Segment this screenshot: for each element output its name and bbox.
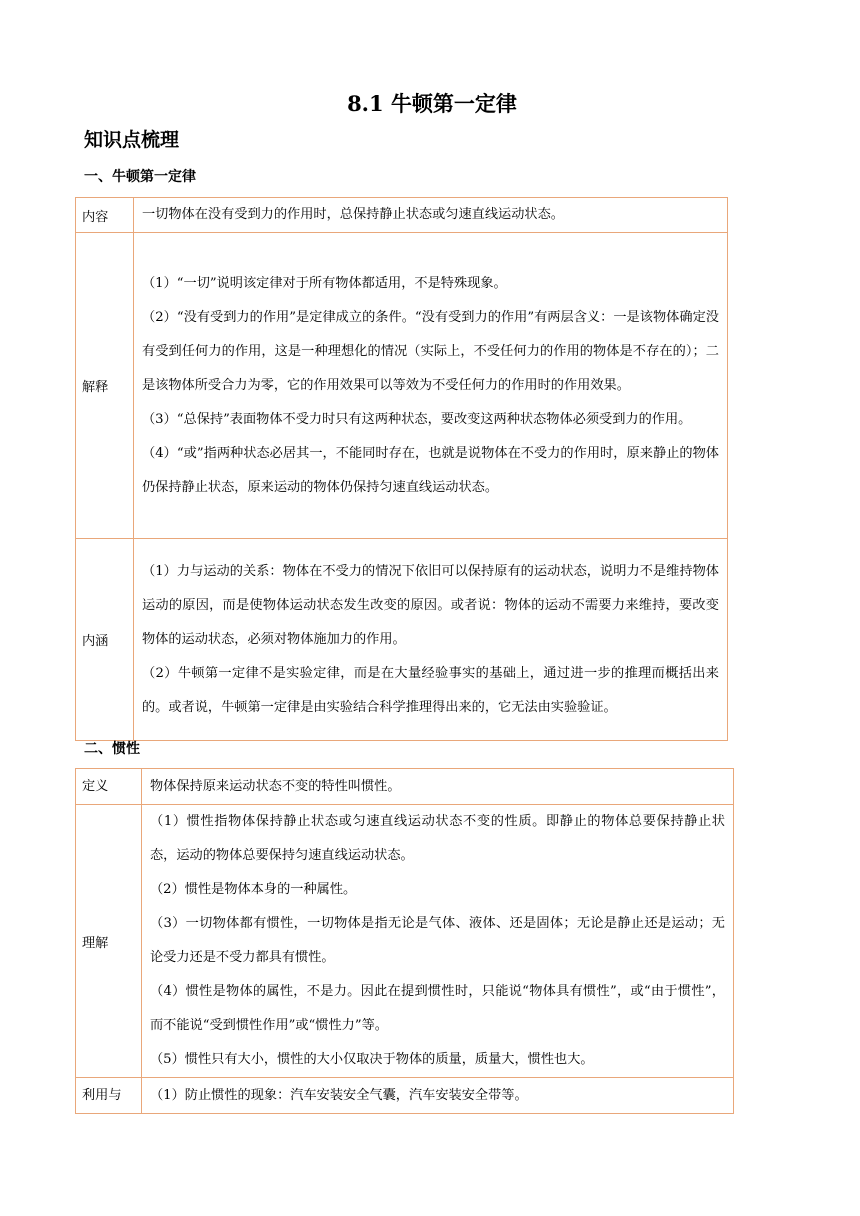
paragraph: （4）惯性是物体的属性，不是力。因此在提到惯性时，只能说“物体具有惯性”，或“由于惯性”，而不能说“受到惯性作用”或“惯性力”等。 [150, 984, 725, 1033]
section-heading: 知识点梳理 [84, 129, 180, 151]
paragraph: （2）牛顿第一定律不是实验定律，而是在大量经验事实的基础上，通过进一步的推理而概括出来的。或者说，牛顿第一定律是由实验结合科学推理得出来的，它无法由实验验证。 [142, 665, 719, 715]
inertia-table [75, 768, 734, 1114]
paragraph: （1）力与运动的关系：物体在不受力的情况下依旧可以保持原有的运动状态，说明力不是维持物体运动的原因，而是使物体运动状态发生改变的原因。或者说：物体的运动不需要力来维持，要改变物体的运动状态，必须对物体施加力的作用。 [142, 563, 719, 647]
table-row [76, 539, 728, 741]
table-row [76, 198, 728, 233]
paragraph: （5）惯性只有大小，惯性的大小仅取决于物体的质量，质量大，惯性也大。 [150, 1052, 594, 1067]
row-content [134, 233, 728, 539]
row-content [142, 769, 734, 805]
row-label: 定义 [76, 769, 142, 805]
paragraph: （2）惯性是物体本身的一种属性。 [150, 882, 357, 897]
table-row [76, 769, 734, 805]
row-label: 内涵 [76, 539, 134, 741]
paragraph: （1）惯性指物体保持静止状态或匀速直线运动状态不变的性质。即静止的物体总要保持静止状态，运动的物体总要保持匀速直线运动状态。 [150, 814, 725, 863]
newton-law-table [75, 197, 728, 741]
paragraph: 一切物体在没有受到力的作用时，总保持静止状态或匀速直线运动状态。 [142, 207, 564, 222]
paragraph: （1）“一切”说明该定律对于所有物体都适用，不是特殊现象。 [142, 275, 507, 291]
table-row [76, 805, 734, 1078]
document-title [0, 88, 860, 120]
paragraph: （3）“总保持”表面物体不受力时只有这两种状态，要改变这两种状态物体必须受到力的作用。 [142, 411, 692, 427]
table-row [76, 233, 728, 539]
paragraph: 物体保持原来运动状态不变的特性叫惯性。 [150, 778, 401, 794]
row-content [142, 1078, 734, 1114]
document-title-text: 8.1 牛顿第一定律 [347, 91, 517, 116]
row-content [134, 539, 728, 741]
row-label: 解释 [76, 233, 134, 539]
paragraph: （4）“或”指两种状态必居其一，不能同时存在，也就是说物体在不受力的作用时，原来静止的物体仍保持静止状态，原来运动的物体仍保持匀速直线运动状态。 [142, 445, 719, 495]
row-content [142, 805, 734, 1078]
row-label: 理解 [76, 805, 142, 1078]
part2-heading: 二、惯性 [84, 741, 140, 757]
part1-heading: 一、牛顿第一定律 [84, 169, 196, 185]
row-label: 利用与 [76, 1078, 142, 1114]
table-row [76, 1078, 734, 1114]
paragraph: （1）防止惯性的现象：汽车安装安全气囊，汽车安装安全带等。 [150, 1087, 528, 1103]
paragraph: （2）“没有受到力的作用”是定律成立的条件。“没有受到力的作用”有两层含义：一是该物体确定没有受到任何力的作用，这是一种理想化的情况（实际上，不受任何力的作用的物体是不存在的）；二是该物体所受合力为零，它的作用效果可以等效为不受任何力的作用时的作用效果。 [142, 309, 719, 393]
row-label: 内容 [76, 198, 134, 233]
row-content [134, 198, 728, 233]
paragraph: （3）一切物体都有惯性，一切物体是指无论是气体、液体、还是固体；无论是静止还是运动；无论受力还是不受力都具有惯性。 [150, 916, 725, 965]
